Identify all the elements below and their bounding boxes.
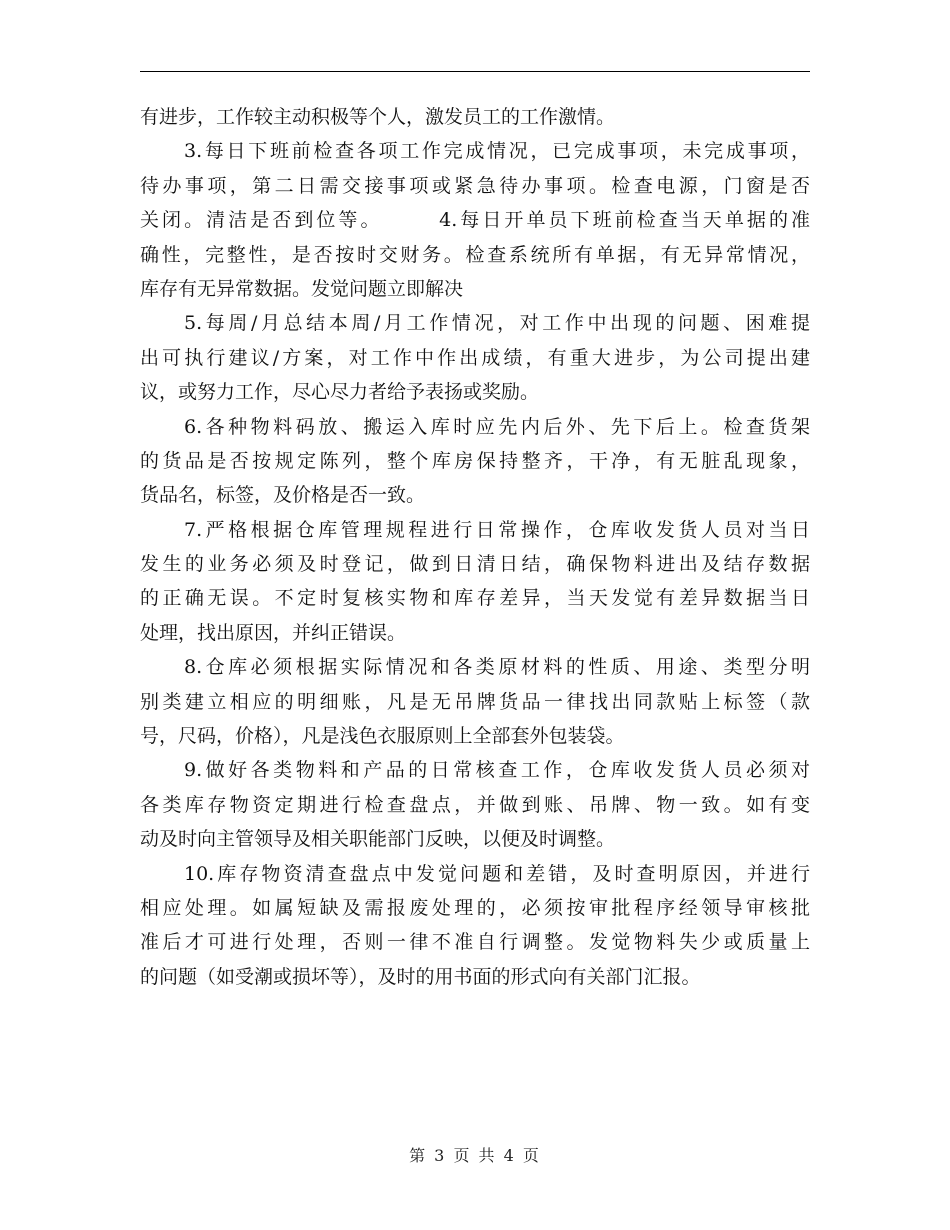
text-line: 9.做好各类物料和产品的日常核查工作，仓库收发货人员必须对: [184, 759, 810, 782]
text-line: 3.每日下班前检查各项工作完成情况，已完成事项，未完成事项，: [184, 140, 810, 163]
text-line: 5.每周/月总结本周/月工作情况，对工作中出现的问题、困难提: [184, 312, 810, 335]
text-line: 的货品是否按规定陈列，整个库房保持整齐，干净，有无脏乱现象，: [140, 449, 810, 472]
text-line: 议，或努力工作，尽心尽力者给予表扬或奖励。: [140, 381, 540, 404]
text-line: 的问题（如受潮或损坏等），及时的用书面的形式向有关部门汇报。: [140, 965, 701, 988]
header-rule: [140, 71, 810, 72]
text-line: 号，尺码，价格），凡是浅色衣服原则上全部套外包装袋。: [140, 725, 625, 748]
text-line: 确性，完整性，是否按时交财务。检查系统所有单据，有无异常情况，: [140, 243, 810, 266]
text-line: 6.各种物料码放、搬运入库时应先内后外、先下后上。检查货架: [184, 415, 810, 438]
text-line: 待办事项，第二日需交接事项或紧急待办事项。检查电源，门窗是否: [140, 174, 810, 197]
text-line: 各类库存物资定期进行检查盘点，并做到账、吊牌、物一致。如有变: [140, 793, 810, 816]
text-line: 10.库存物资清查盘点中发觉问题和差错，及时查明原因，并进行: [184, 862, 810, 885]
text-line: 库存有无异常数据。发觉问题立即解决: [140, 277, 464, 300]
text-line: 动及时向主管领导及相关职能部门反映，以便及时调整。: [140, 828, 616, 851]
document-body: [140, 100, 810, 994]
text-line: 的正确无误。不定时复核实物和库存差异，当天发觉有差异数据当日: [140, 587, 810, 610]
text-line: 关闭。清洁是否到位等。 4.每日开单员下班前检查当天单据的准: [140, 209, 810, 232]
text-line: 有进步，工作较主动积极等个人，激发员工的工作激情。: [140, 106, 616, 128]
text-line: 货品名，标签，及价格是否一致。: [140, 484, 426, 507]
text-line: 别类建立相应的明细账，凡是无吊牌货品一律找出同款贴上标签（款: [140, 690, 810, 713]
text-line: 处理，找出原因，并纠正错误。: [140, 621, 407, 644]
text-line: 准后才可进行处理，否则一律不准自行调整。发觉物料失少或质量上: [140, 931, 810, 954]
text-line: 发生的业务必须及时登记，做到日清日结，确保物料进出及结存数据: [140, 553, 810, 576]
page-footer: 第 3 页 共 4 页: [409, 1146, 541, 1165]
text-line: 7.严格根据仓库管理规程进行日常操作，仓库收发货人员对当日: [184, 518, 810, 541]
text-line: 相应处理。如属短缺及需报废处理的，必须按审批程序经领导审核批: [140, 896, 810, 919]
text-line: 出可执行建议/方案，对工作中作出成绩，有重大进步，为公司提出建: [140, 346, 810, 369]
text-line: 8.仓库必须根据实际情况和各类原材料的性质、用途、类型分明: [184, 656, 810, 679]
